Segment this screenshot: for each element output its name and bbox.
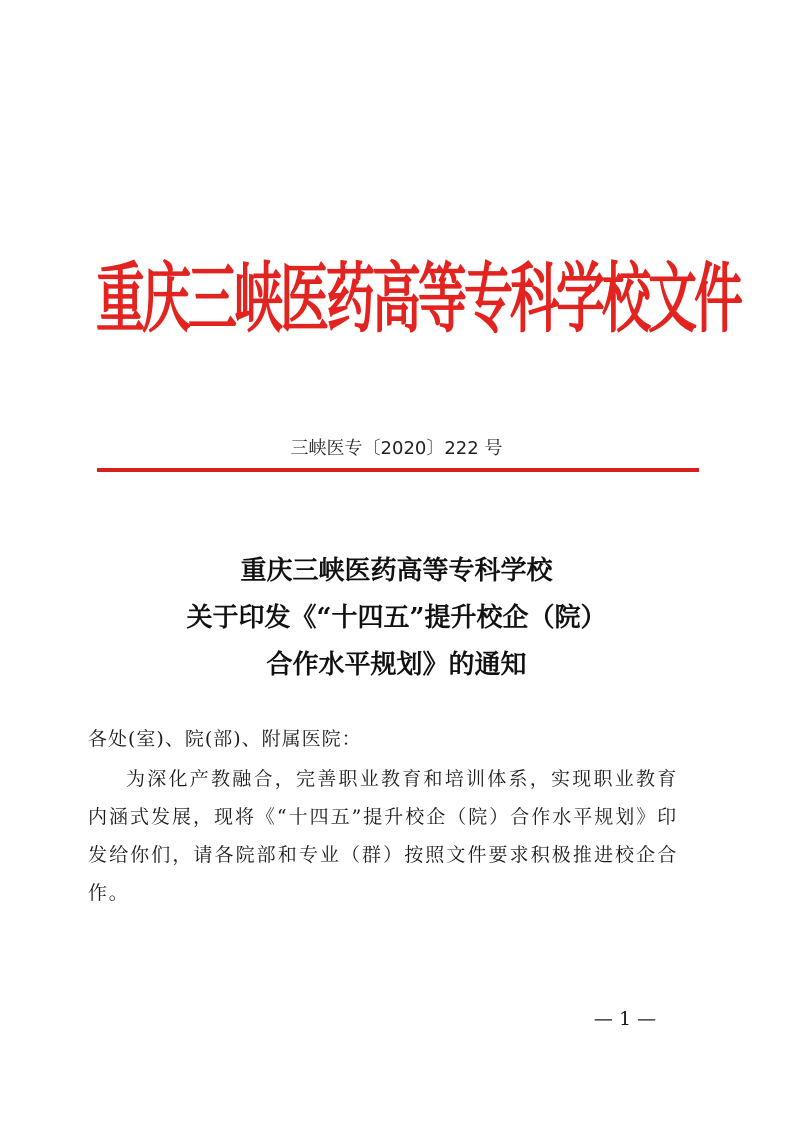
notice-title (0, 548, 793, 689)
notice-title-line-2: 关于印发《“十四五”提升校企（院） (186, 603, 607, 633)
document-number: 三峡医专〔2020〕222 号 (290, 438, 503, 459)
addressee-line: 各处(室)、院(部)、附属医院： (88, 728, 362, 750)
page-number: — 1 — (593, 1008, 657, 1030)
body-paragraph: 为深化产教融合，完善职业教育和培训体系，实现职业教育内涵式发展，现将《“十四五”提升校企（院）合作水平规划》印发给你们，请各院部和专业（群）按照文件要求积极推进校企合作。 (88, 768, 678, 904)
notice-title-line-1: 重庆三峡医药高等专科学校 (240, 556, 553, 586)
document-header-title: 重庆三峡医药高等专科学校文件 (96, 255, 741, 344)
notice-title-line-3: 合作水平规划》的通知 (266, 650, 527, 680)
red-divider-line (97, 468, 699, 472)
